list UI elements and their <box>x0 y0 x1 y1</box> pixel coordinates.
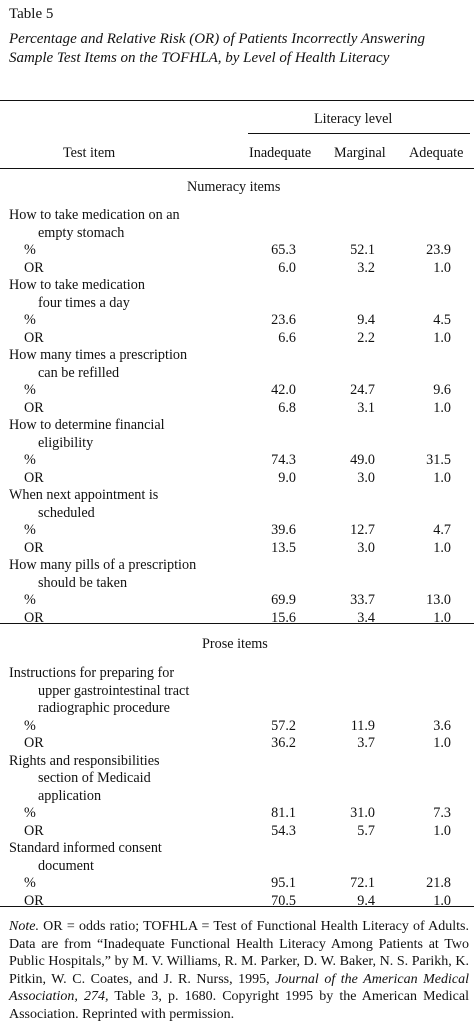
or-adequate: 1.0 <box>433 539 451 556</box>
note-text-2: Table 3, p. 1680. Copyright 1995 by the American Medical Association. Reprinted with permission. <box>9 989 469 1022</box>
or-row-label: OR <box>24 259 44 276</box>
or-inadequate: 54.3 <box>271 822 296 839</box>
header-adequate: Adequate <box>409 145 464 161</box>
or-adequate: 1.0 <box>433 609 451 626</box>
table-label: Table 5 <box>9 6 54 22</box>
or-inadequate: 6.6 <box>278 329 296 346</box>
pct-adequate: 3.6 <box>433 717 451 734</box>
item-label-line: How to determine financial <box>9 417 165 433</box>
pct-adequate: 4.7 <box>433 522 451 538</box>
pct-adequate: 9.6 <box>433 382 451 398</box>
or-row-label: OR <box>24 735 44 751</box>
pct-inadequate: 74.3 <box>271 452 296 468</box>
item-label-line: Instructions for preparing for <box>9 665 175 681</box>
item-label-line: Standard informed consent <box>9 840 162 856</box>
or-marginal: 3.4 <box>357 609 375 626</box>
section-rule <box>0 623 474 624</box>
or-row-label: OR <box>24 399 44 416</box>
item-label-line: empty stomach <box>38 224 125 241</box>
spanner-rule <box>248 133 470 134</box>
pct-row-label: % <box>24 592 36 608</box>
pct-marginal: 12.7 <box>350 522 375 538</box>
table-note <box>9 918 469 1023</box>
item-label-line: eligibility <box>38 434 94 451</box>
pct-adequate: 21.8 <box>426 875 451 891</box>
pct-inadequate: 39.6 <box>271 522 296 538</box>
pct-adequate: 4.5 <box>433 312 451 328</box>
pct-inadequate: 42.0 <box>271 382 296 398</box>
section-title: Numeracy items <box>187 179 281 195</box>
item-label-line: How many times a prescription <box>9 347 188 363</box>
header-test-item: Test item <box>63 145 116 161</box>
or-row-label: OR <box>24 539 44 556</box>
pct-row-label: % <box>24 805 36 821</box>
or-adequate: 1.0 <box>433 822 451 839</box>
top-rule <box>0 100 474 101</box>
or-row-label: OR <box>24 609 44 626</box>
pct-inadequate: 65.3 <box>271 242 296 258</box>
pct-row-label: % <box>24 312 36 328</box>
bottom-rule <box>0 906 474 907</box>
note-journal: Journal of the American Medical Association, 274, <box>9 971 470 1004</box>
or-adequate: 1.0 <box>433 735 451 751</box>
pct-adequate: 7.3 <box>433 805 451 821</box>
item-label-line: section of Medicaid <box>38 770 151 786</box>
or-row-label: OR <box>24 329 44 346</box>
item-label-line: Rights and responsibilities <box>9 752 160 769</box>
or-marginal: 5.7 <box>357 822 375 839</box>
or-adequate: 1.0 <box>433 259 451 276</box>
or-marginal: 3.0 <box>357 469 375 486</box>
header-marginal: Marginal <box>334 145 386 161</box>
pct-inadequate: 57.2 <box>271 717 296 734</box>
pct-adequate: 23.9 <box>426 242 451 258</box>
pct-marginal: 72.1 <box>350 875 375 891</box>
spanner-header: Literacy level <box>314 111 393 127</box>
or-inadequate: 6.0 <box>278 259 296 276</box>
item-label-line: When next appointment is <box>9 487 159 503</box>
pct-row-label: % <box>24 452 36 468</box>
or-adequate: 1.0 <box>433 469 451 486</box>
or-row-label: OR <box>24 469 44 486</box>
pct-row-label: % <box>24 717 36 734</box>
or-row-label: OR <box>24 892 44 909</box>
or-marginal: 3.1 <box>357 399 375 416</box>
or-marginal: 3.7 <box>357 735 375 751</box>
pct-adequate: 13.0 <box>426 592 451 608</box>
pct-row-label: % <box>24 875 36 891</box>
section-title: Prose items <box>202 636 268 652</box>
item-label-line: How many pills of a prescription <box>9 557 197 573</box>
or-inadequate: 15.6 <box>271 609 296 626</box>
pct-inadequate: 81.1 <box>271 805 296 821</box>
item-label-line: application <box>38 787 102 804</box>
note-label: Note. <box>9 919 39 934</box>
item-label-line: document <box>38 857 94 874</box>
item-label-line: upper gastrointestinal tract <box>38 682 190 699</box>
item-label-line: radiographic procedure <box>38 700 170 716</box>
or-inadequate: 70.5 <box>271 892 296 909</box>
item-label-line: How to take medication on an <box>9 207 180 223</box>
item-label-line: four times a day <box>38 294 130 311</box>
pct-marginal: 52.1 <box>350 242 375 258</box>
pct-inadequate: 95.1 <box>271 875 296 891</box>
or-adequate: 1.0 <box>433 399 451 416</box>
pct-row-label: % <box>24 522 36 538</box>
item-label-line: scheduled <box>38 504 95 521</box>
or-marginal: 9.4 <box>357 892 375 909</box>
pct-marginal: 24.7 <box>350 382 375 398</box>
header-inadequate: Inadequate <box>249 145 312 161</box>
pct-marginal: 33.7 <box>350 592 375 608</box>
pct-row-label: % <box>24 242 36 258</box>
pct-marginal: 9.4 <box>357 312 375 328</box>
pct-row-label: % <box>24 382 36 398</box>
pct-inadequate: 69.9 <box>271 592 296 608</box>
header-rule <box>0 168 474 169</box>
item-label-line: should be taken <box>38 574 128 591</box>
note-text-1: OR = odds ratio; TOFHLA = Test of Functional Health Literacy of Adults. Data are from “Inadequate Functional Health Literacy Among Patients at Two Public Hospitals,” by M. V. Williams, R. M. Parker, D. W. Baker, N. S. Parikh, K. Pitkin, W. C. Coates, and J. R. Nurss, 1995, <box>9 919 469 987</box>
pct-marginal: 49.0 <box>350 452 375 468</box>
or-adequate: 1.0 <box>433 329 451 346</box>
or-marginal: 2.2 <box>357 329 375 346</box>
item-label-line: can be refilled <box>38 364 120 381</box>
pct-marginal: 11.9 <box>350 717 375 734</box>
or-adequate: 1.0 <box>433 892 451 909</box>
pct-marginal: 31.0 <box>350 805 375 821</box>
or-marginal: 3.0 <box>357 539 375 556</box>
or-row-label: OR <box>24 822 44 839</box>
or-inadequate: 13.5 <box>271 539 296 556</box>
pct-inadequate: 23.6 <box>271 312 296 328</box>
or-inadequate: 36.2 <box>271 735 296 751</box>
table-caption: Percentage and Relative Risk (OR) of Patients Incorrectly Answering Sample Test Items on the TOFHLA, by Level of Health Literacy <box>9 31 425 66</box>
or-inadequate: 9.0 <box>278 469 296 486</box>
or-marginal: 3.2 <box>357 259 375 276</box>
item-label-line: How to take medication <box>9 277 145 293</box>
or-inadequate: 6.8 <box>278 399 296 416</box>
pct-adequate: 31.5 <box>426 452 451 468</box>
